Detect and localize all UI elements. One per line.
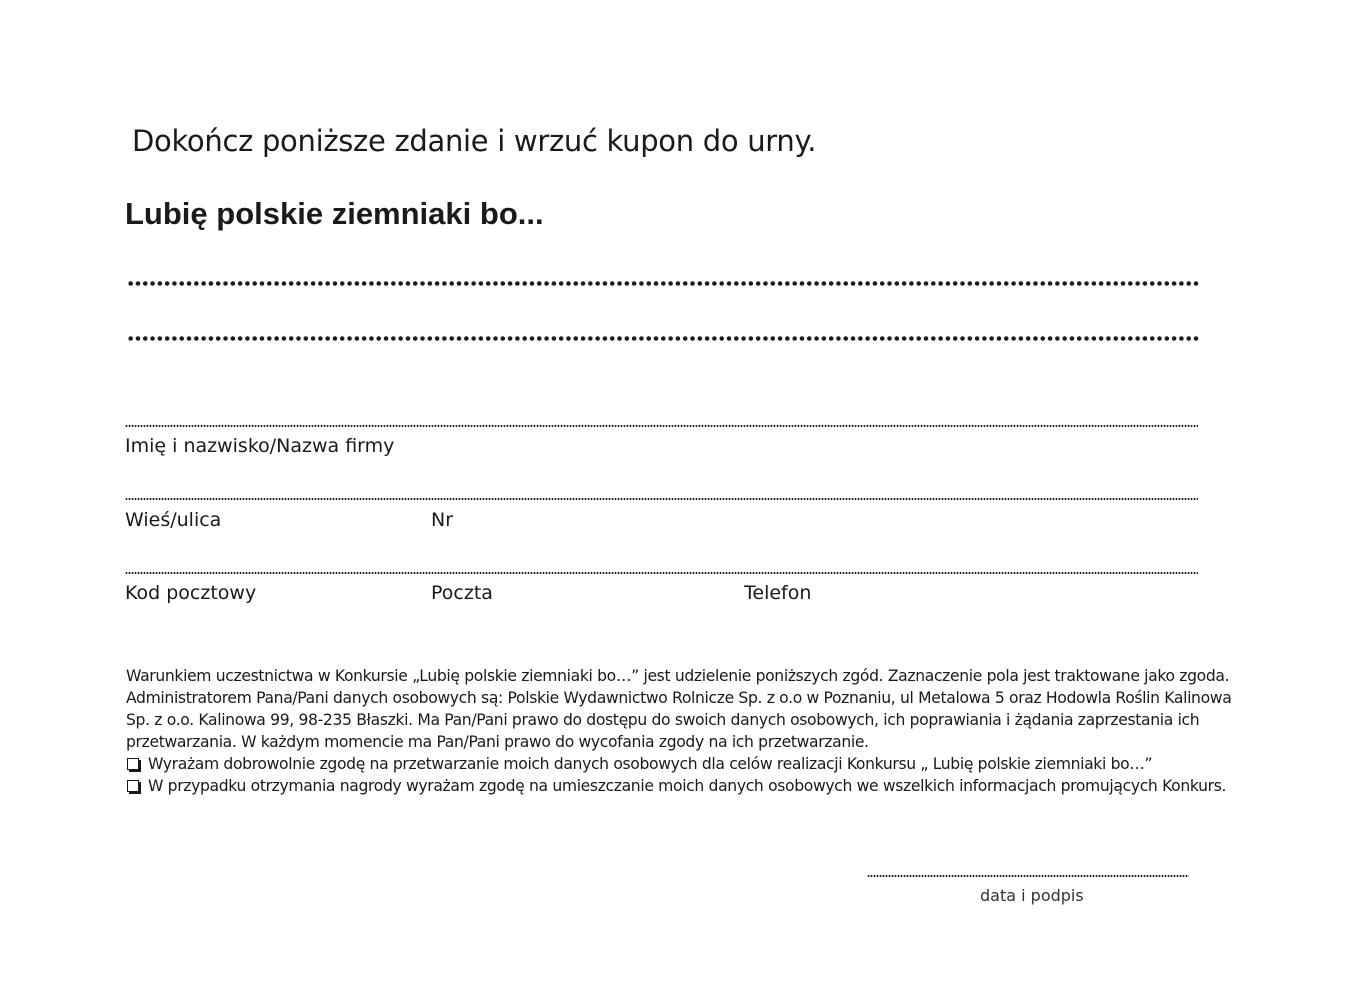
number-field-label: Nr	[431, 509, 454, 531]
address-field-line[interactable]	[125, 498, 1198, 500]
postal-code-field-label: Kod pocztowy	[125, 582, 257, 604]
terms-paragraph: Warunkiem uczestnictwa w Konkursie „Lubię polskie ziemniaki bo…” jest udzielenie poniższych zgód. Zaznaczenie pola jest traktowane jako zgoda. Administratorem Pana/Pani danych osobowych są: Polskie Wydawnictwo Rolnicze Sp. z o.o w Poznaniu, ul Metalowa 5 oraz Hodowla Roślin Kalinowa Sp. z o.o. Kalinowa 99, 98-235 Błaszki. Ma Pan/Pani prawo do dostępu do swoich danych osobowych, ich poprawiania i żądania zaprzestania ich przetwarzania. W każdym momencie ma Pan/Pani prawo do wycofania zgody na ich przetwarzanie.	[126, 667, 1232, 751]
consent-processing-text: Wyrażam dobrowolnie zgodę na przetwarzanie moich danych osobowych dla celów realizacji Konkursu „ Lubię polskie ziemniaki bo…”	[148, 755, 1153, 773]
signature-label: data i podpis	[980, 886, 1084, 905]
answer-line-1[interactable]	[127, 281, 1201, 286]
name-field-line[interactable]	[125, 425, 1198, 427]
consent-publication-text: W przypadku otrzymania nagrody wyrażam zgodę na umieszczanie moich danych osobowych we wszelkich informacjach promujących Konkurs.	[148, 777, 1227, 795]
terms-section	[126, 665, 1236, 797]
contact-field-line[interactable]	[125, 572, 1198, 574]
phone-field-label: Telefon	[744, 582, 812, 604]
answer-line-2[interactable]	[127, 336, 1201, 341]
sentence-prompt: Lubię polskie ziemniaki bo...	[125, 196, 544, 231]
street-field-label: Wieś/ulica	[125, 509, 222, 531]
consent-publication-checkbox[interactable]	[127, 780, 139, 792]
consent-processing-checkbox[interactable]	[127, 758, 139, 770]
signature-line[interactable]	[867, 875, 1189, 877]
consent-row-processing	[126, 753, 1236, 775]
post-office-field-label: Poczta	[431, 582, 493, 604]
intro-instruction: Dokończ poniższe zdanie i wrzuć kupon do urny.	[132, 124, 817, 158]
consent-row-publication	[126, 775, 1236, 797]
name-field-label: Imię i nazwisko/Nazwa firmy	[125, 435, 395, 457]
